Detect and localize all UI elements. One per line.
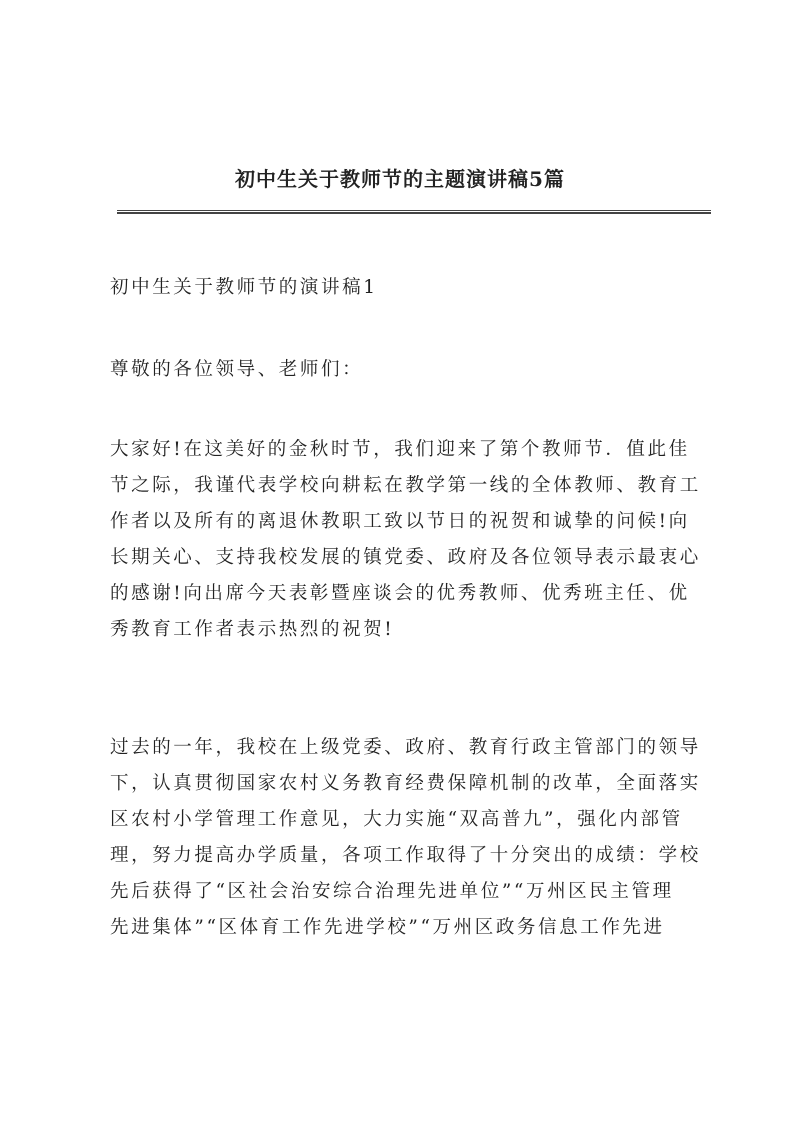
paragraph-2-line: 下，认真贯彻国家农村义务教育经费保障机制的改革，全面落实	[110, 773, 701, 794]
salutation: 尊敬的各位领导、老师们：	[110, 359, 364, 380]
paragraph-2	[110, 730, 716, 946]
paragraph-1-line: 作者以及所有的离退休教职工致以节日的祝贺和诚挚的问候!向	[110, 511, 690, 532]
title-divider	[117, 210, 711, 214]
paragraph-2-line: 先后获得了“区社会治安综合治理先进单位”“万州区民主管理	[110, 881, 674, 902]
paragraph-2-line: 先进集体”“区体育工作先进学校”“万州区政务信息工作先进	[110, 917, 665, 938]
document-title: 初中生关于教师节的主题演讲稿5篇	[235, 167, 565, 191]
paragraph-2-line: 区农村小学管理工作意见，大力实施“双高普九”，强化内部管	[110, 809, 683, 830]
paragraph-1-line: 秀教育工作者表示热烈的祝贺!	[110, 619, 395, 640]
paragraph-1-line: 大家好!在这美好的金秋时节，我们迎来了第个教师节．值此佳	[110, 439, 690, 460]
paragraph-1-line: 长期关心、支持我校发展的镇党委、政府及各位领导表示最衷心	[110, 547, 701, 568]
paragraph-2-line: 过去的一年，我校在上级党委、政府、教育行政主管部门的领导	[110, 737, 701, 758]
paragraph-2-line: 理，努力提高办学质量，各项工作取得了十分突出的成绩：学校	[110, 845, 701, 866]
paragraph-1-line: 的感谢!向出席今天表彰暨座谈会的优秀教师、优秀班主任、优	[110, 583, 690, 604]
paragraph-1-line: 节之际，我谨代表学校向耕耘在教学第一线的全体教师、教育工	[110, 475, 701, 496]
section-heading: 初中生关于教师节的演讲稿1	[110, 277, 378, 298]
paragraph-1	[110, 432, 716, 648]
